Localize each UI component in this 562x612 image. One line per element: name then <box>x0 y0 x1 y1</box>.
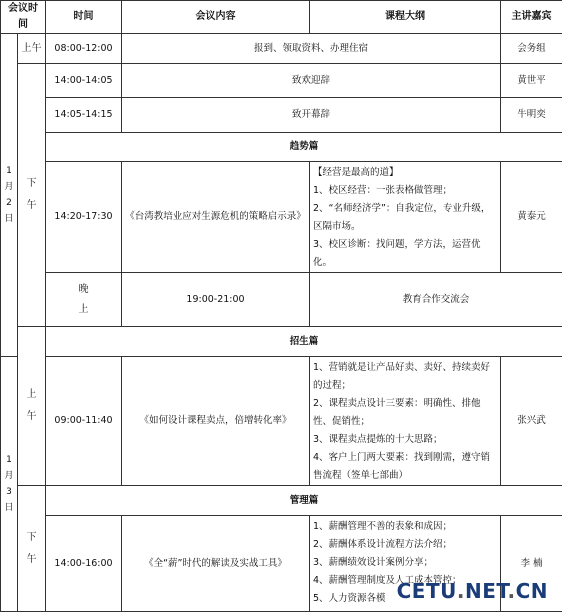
time-cell: 14:00-14:05 <box>46 64 122 98</box>
content-cell: 《台湾教培业应对生源危机的策略启示录》 <box>122 162 310 273</box>
speaker-cell: 李 楠 <box>501 516 562 612</box>
period-afternoon-2: 下午 <box>18 486 46 612</box>
header-content: 会议内容 <box>122 1 310 34</box>
header-outline: 课程大纲 <box>310 1 501 34</box>
time-cell: 14:20-17:30 <box>46 162 122 273</box>
time-cell: 14:05-14:15 <box>46 98 122 133</box>
outline-cell: 1、营销就是让产品好卖、卖好、持续卖好的过程； 2、课程卖点设计三要素：明确性、排他性、促销性； 3、课程卖点提炼的十大思路； 4、客户上门两大要素：找到刚需，遵守销售流程（签单七部曲） <box>310 357 501 486</box>
content-cell: 报到、领取资料、办理住宿 <box>122 34 501 64</box>
speaker-cell: 会务组 <box>501 34 562 64</box>
section-title-enroll: 招生篇 <box>46 327 562 357</box>
time-cell: 14:00-16:00 <box>46 516 122 612</box>
period-afternoon: 下午 <box>18 64 46 327</box>
period-evening: 晚上 <box>46 273 122 327</box>
outline-cell: 1、薪酬管理不善的表象和成因； 2、薪酬体系设计流程方法介绍； 3、薪酬绩效设计案例分享； 4、薪酬管理制度及人工成本管控； 5、人力资源各模 <box>310 516 501 612</box>
content-cell: 《全“薪”时代的解读及实战工具》 <box>122 516 310 612</box>
outline-cell: 【经营是最高的道】 1、校区经营：一张表格做管理； 2、“名师经济学”：自我定位，专业升级，区隔市场。 3、校区诊断：找问题，学方法，运营优化。 <box>310 162 501 273</box>
table-row <box>1 64 562 98</box>
section-row <box>1 327 562 357</box>
header-row <box>1 1 562 34</box>
table-row <box>1 98 562 133</box>
table-row <box>1 357 562 486</box>
header-date: 会议时间 <box>1 1 46 34</box>
speaker-cell: 张兴武 <box>501 357 562 486</box>
table-row <box>1 162 562 273</box>
content-cell: 《如何设计课程卖点，倍增转化率》 <box>122 357 310 486</box>
time-cell: 08:00-12:00 <box>46 34 122 64</box>
section-row <box>1 486 562 516</box>
table-row <box>1 273 562 327</box>
table-row <box>1 34 562 64</box>
speaker-cell: 牛明奕 <box>501 98 562 133</box>
content-cell: 致开幕辞 <box>122 98 501 133</box>
time-cell: 19:00-21:00 <box>122 273 310 327</box>
date-cell-day2: 1 月 3 日 <box>1 357 18 612</box>
period-morning: 上午 <box>18 34 46 64</box>
section-title-manage: 管理篇 <box>46 486 562 516</box>
content-cell: 教育合作交流会 <box>310 273 562 327</box>
period-morning-2: 上午 <box>18 327 46 486</box>
cetu-watermark-logo: CETU.NET.CN <box>397 579 548 603</box>
content-cell: 致欢迎辞 <box>122 64 501 98</box>
header-speaker: 主讲嘉宾 <box>501 1 562 34</box>
header-time: 时间 <box>46 1 122 34</box>
date-cell-day1: 1 月 2 日 <box>1 34 18 357</box>
time-cell: 09:00-11:40 <box>46 357 122 486</box>
speaker-cell: 黄泰元 <box>501 162 562 273</box>
speaker-cell: 黄世平 <box>501 64 562 98</box>
section-title-trend: 趋势篇 <box>46 133 562 162</box>
section-row <box>1 133 562 162</box>
